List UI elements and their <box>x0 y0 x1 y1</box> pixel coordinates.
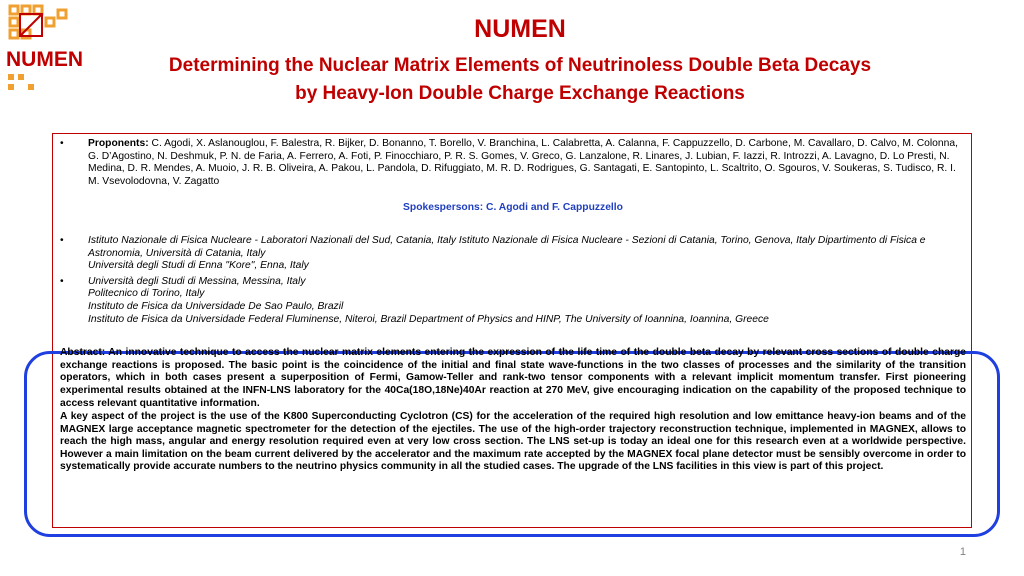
proponents-label: Proponents: <box>88 138 149 149</box>
institute-line: Istituto Nazionale di Fisica Nucleare - Laboratori Nazionali del Sud, Catania, Italy Istituto Nazionale di Fisica Nucleare - Sezioni di Catania, Torino, Genova, Italy Dipartimento di Fisica e Astronomia, Università di Catania, Italy <box>88 234 926 259</box>
spokespersons: Spokespersons: C. Agodi and F. Cappuzzello <box>403 202 623 214</box>
slide-content <box>58 138 968 475</box>
institute-line: Università degli Studi di Enna "Kore", Enna, Italy <box>88 260 309 272</box>
institute-line: Politecnico di Torino, Italy <box>88 288 205 300</box>
logo-graphic <box>4 4 96 96</box>
institute-line: Università degli Studi di Messina, Messina, Italy <box>88 275 306 287</box>
numen-logo <box>4 4 96 96</box>
abstract <box>58 347 968 474</box>
institute-line: Instituto de Fisica da Universidade Federal Fluminense, Niteroi, Brazil Department of Physics and HINP, The University of Ioannina, Ioannina, Greece <box>88 313 769 325</box>
subtitle-line-2: by Heavy-Ion Double Charge Exchange Reactions <box>295 83 745 104</box>
header <box>110 14 930 108</box>
proponents-text: C. Agodi, X. Aslanouglou, F. Balestra, R. Bijker, D. Bonanno, T. Borello, V. Branchina, L. Calabretta, A. Calanna, F. Cappuzzello, D. Carbone, M. Cavallaro, D. Calvo, M. Colonna, G. D’Agostino, N. Deshmuk, P. N. de Faria, A. Ferrero, A. Foti, P. Finocchiaro, P. R. S. Gomes, V. Greco, G. Lanzalone, R. Linares, J. Lubian, F. Iazzi, R. Introzzi, A. Lavagno, D. Lo Presti, N. Medina, D. R. Mendes, A. Muoio, J. R. B. Oliveira, A. Pakou, L. Pandola, D. Rifuggiato, M. R. D. Rodrigues, G. Santagati, E. Santopinto, L. Scaltrito, O. Sgouros, V. Soukeras, S. Tudisco, R. I. M. Vsevolodovna, V. Zagatto <box>88 138 958 187</box>
institute-line: Instituto de Fisica da Universidade De Sao Paulo, Brazil <box>88 300 344 312</box>
bullet-dot: • <box>60 138 64 149</box>
institutes-item-1 <box>58 235 968 273</box>
svg-text:NUMEN: NUMEN <box>6 48 83 71</box>
subtitle-line-1: Determining the Nuclear Matrix Elements of Neutrinoless Double Beta Decays <box>168 55 872 76</box>
abstract-paragraph-2: A key aspect of the project is the use of the K800 Superconducting Cyclotron (CS) for the acceleration of the required high resolution and low emittance heavy-ion beams and of the MAGNEX large acceptance magnetic spectrometer for the detection of the ejectiles. The use of the high-order trajectory reconstruction technique, implemented in MAGNEX, allows to reach the high mass, angular and energy resolution required even at very low cross section. The LNS set-up is today an ideal one for this research even at a worldwide perspective. However a main limitation on the beam current delivered by the accelerator and the maximum rate accepted by the MAGNEX focal plane detector must be sensibly overcome in order to systematically provide accurate numbers to the neutrino physics community in all the studied cases. The upgrade of the LNS facilities in this view is part of this project. <box>60 411 966 473</box>
proponents-item <box>58 138 968 188</box>
page-number: 1 <box>959 546 966 558</box>
institutes-item-2 <box>58 276 968 326</box>
page-title: NUMEN <box>474 15 566 43</box>
bullet-dot: • <box>60 275 64 287</box>
abstract-paragraph-1: Abstract: An innovative technique to access the nuclear matrix elements entering the expression of the life time of the double beta decay by relevant cross sections of double charge exchange reactions is proposed. The basic point is the coincidence of the initial and final state wave-functions in the two classes of processes and the similarity of the transition operators, which in both cases present a superposition of Fermi, Gamow-Teller and rank-two tensor components with a relevant implicit momentum transfer. First pioneering experimental results obtained at the INFN-LNS laboratory for the 40Ca(18O,18Ne)40Ar reaction at 270 MeV, give encouraging indication on the capability of the proposed technique to access relevant quantitative information. <box>60 347 966 409</box>
bullet-dot: • <box>60 234 64 246</box>
